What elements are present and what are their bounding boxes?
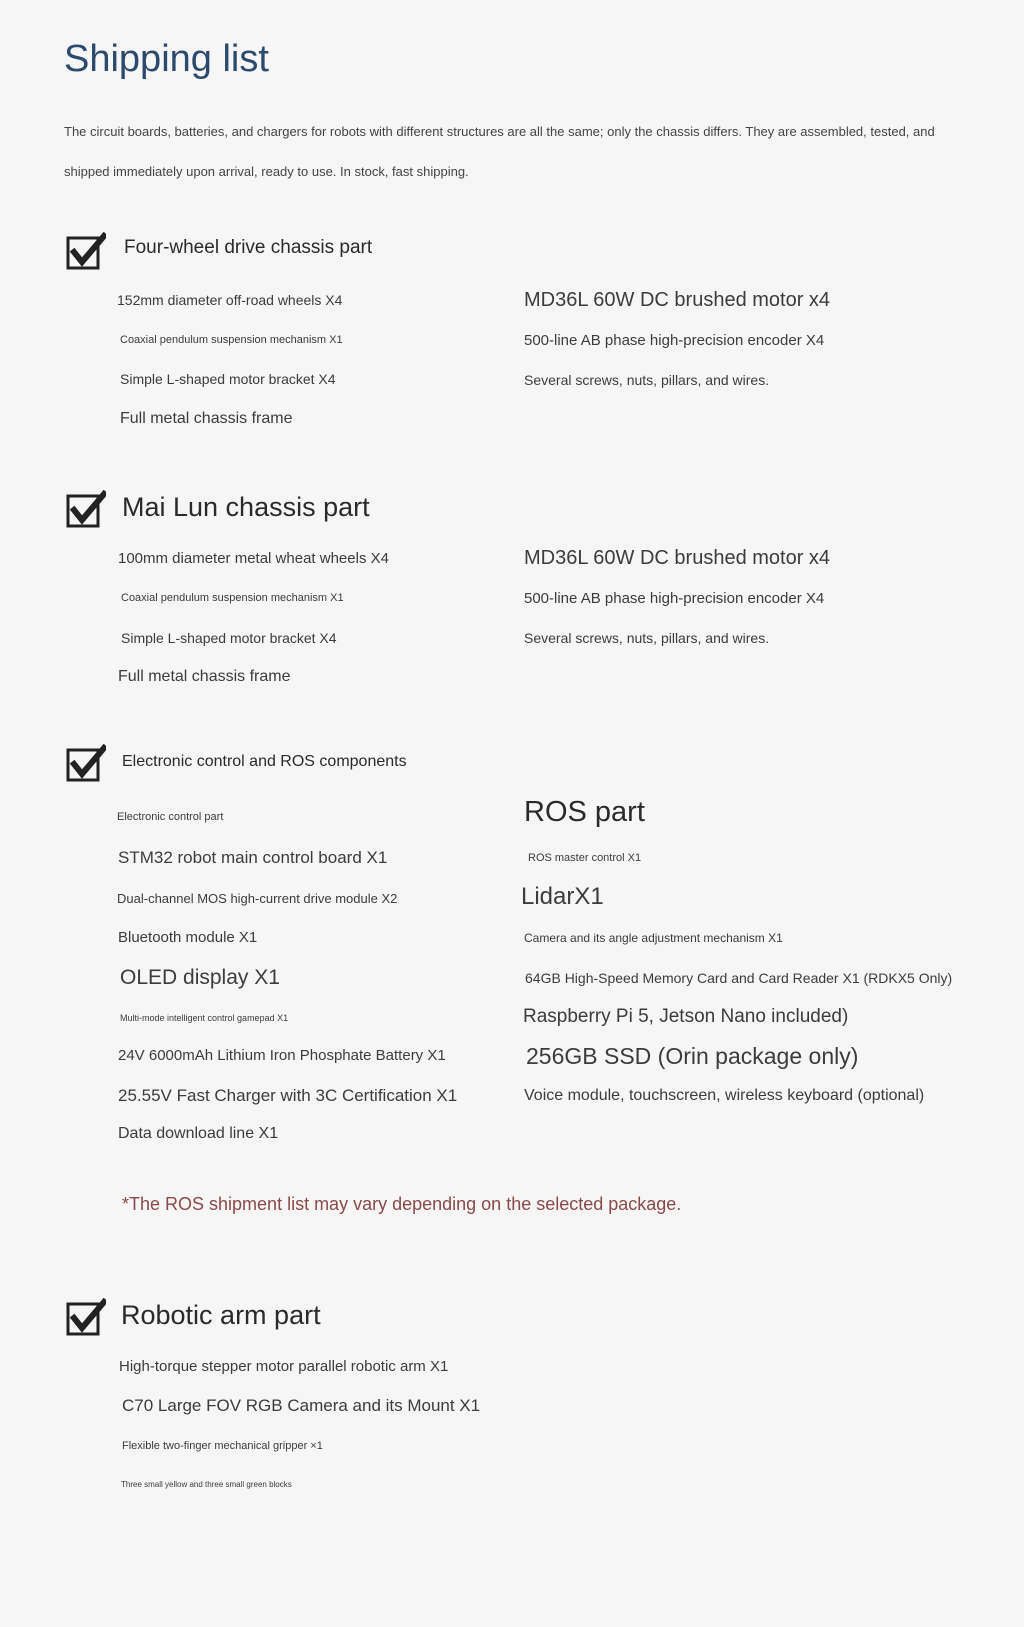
list-item: C70 Large FOV RGB Camera and its Mount X1 <box>122 1396 481 1415</box>
list-item: OLED display X1 <box>120 966 280 989</box>
list-item: 500-line AB phase high-precision encoder X4 <box>524 590 825 607</box>
list-item: Raspberry Pi 5, Jetson Nano included) <box>523 1006 849 1027</box>
list-item: LidarX1 <box>521 883 604 910</box>
list-item: 24V 6000mAh Lithium Iron Phosphate Battery X1 <box>118 1047 446 1064</box>
checkbox-checked-icon <box>66 744 106 784</box>
checkbox-checked-icon <box>66 232 106 272</box>
list-item: Electronic control part <box>117 811 224 823</box>
list-item: 25.55V Fast Charger with 3C Certification X1 <box>118 1086 458 1105</box>
list-item: Three small yellow and three small green blocks <box>121 1480 292 1489</box>
list-item: Several screws, nuts, pillars, and wires. <box>524 630 770 646</box>
list-item: Data download line X1 <box>118 1125 279 1142</box>
ros-shipment-note: *The ROS shipment list may vary depending on the selected package. <box>122 1194 682 1214</box>
intro-text: The circuit boards, batteries, and chargers for robots with different structures are all the same; only the chassis differs. They are assembled, tested, and shipped immediately upon arrival, ready to use. In stock, fast shipping. <box>64 124 935 179</box>
list-item: Coaxial pendulum suspension mechanism X1 <box>121 592 344 604</box>
list-item: Simple L-shaped motor bracket X4 <box>120 371 336 387</box>
list-item: STM32 robot main control board X1 <box>118 848 388 867</box>
list-item: Simple L-shaped motor bracket X4 <box>121 630 337 646</box>
list-item: 64GB High-Speed Memory Card and Card Reader X1 (RDKX5 Only) <box>525 970 953 986</box>
list-item: Full metal chassis frame <box>118 668 291 685</box>
list-item: ROS part <box>524 796 645 828</box>
list-item: High-torque stepper motor parallel robotic arm X1 <box>119 1358 449 1375</box>
list-item: Dual-channel MOS high-current drive module X2 <box>117 891 398 906</box>
list-item: Camera and its angle adjustment mechanism X1 <box>524 931 783 945</box>
section-title: Robotic arm part <box>121 1300 321 1330</box>
list-item: MD36L 60W DC brushed motor x4 <box>524 289 831 311</box>
page-title: Shipping list <box>64 38 269 80</box>
checkbox-checked-icon <box>66 490 106 530</box>
list-item: 100mm diameter metal wheat wheels X4 <box>118 550 389 567</box>
list-item: 500-line AB phase high-precision encoder X4 <box>524 332 825 349</box>
list-item: Flexible two-finger mechanical gripper ×1 <box>122 1440 323 1452</box>
list-item: Coaxial pendulum suspension mechanism X1 <box>120 334 343 346</box>
list-item: Bluetooth module X1 <box>118 929 258 946</box>
list-item: 256GB SSD (Orin package only) <box>526 1043 859 1069</box>
section-title: Mai Lun chassis part <box>122 492 370 522</box>
list-item: Several screws, nuts, pillars, and wires. <box>524 372 770 388</box>
section-title: Four-wheel drive chassis part <box>124 237 373 258</box>
section-title: Electronic control and ROS components <box>122 753 407 770</box>
list-item: Voice module, touchscreen, wireless keyboard (optional) <box>524 1087 925 1104</box>
list-item: Multi-mode intelligent control gamepad X1 <box>120 1013 289 1023</box>
checkbox-checked-icon <box>66 1298 106 1338</box>
list-item: ROS master control X1 <box>528 852 642 864</box>
list-item: Full metal chassis frame <box>120 410 293 427</box>
list-item: 152mm diameter off-road wheels X4 <box>117 292 343 308</box>
list-item: MD36L 60W DC brushed motor x4 <box>524 547 831 569</box>
